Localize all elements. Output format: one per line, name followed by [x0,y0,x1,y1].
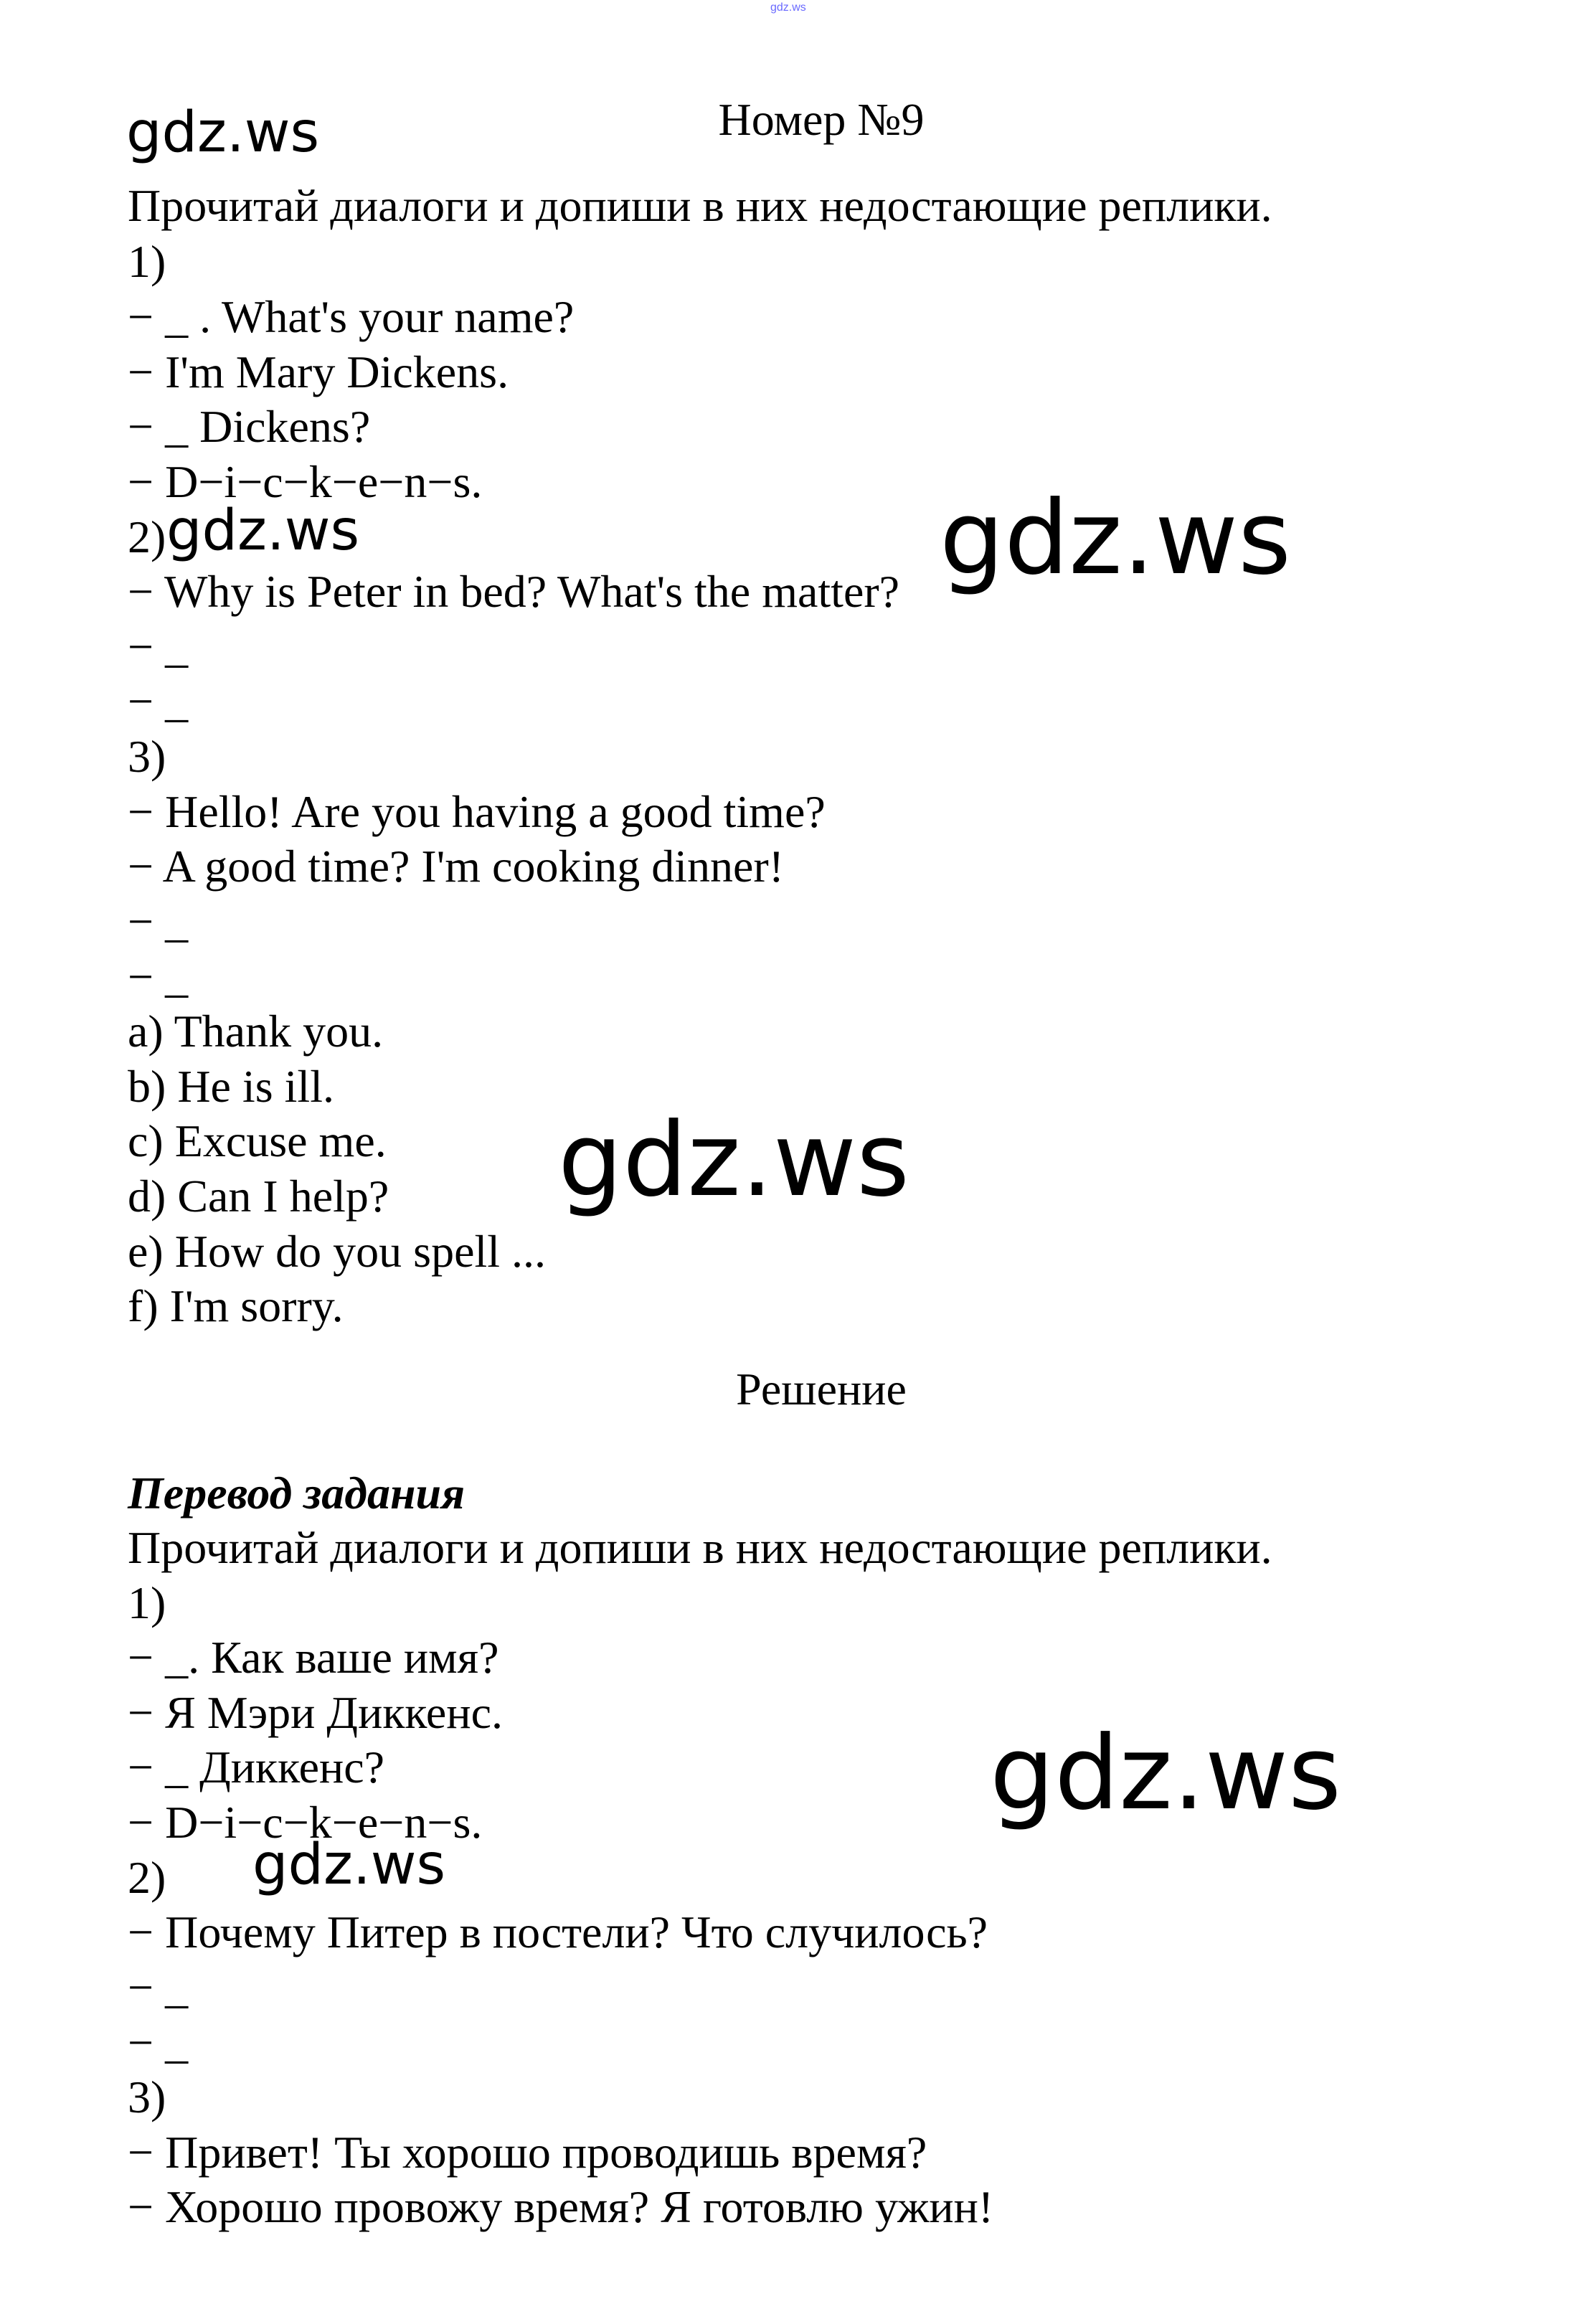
logo-watermark: gdz.ws [990,1714,1342,1833]
dialog-1-line-1: − _ . What's your name? [128,291,575,342]
logo-watermark: gdz.ws [252,1833,446,1897]
option-b: b) He is ill. [128,1061,334,1112]
dialog-1-line-3: − _ Dickens? [128,401,371,452]
translation-dialog-1-line-3: − _ Диккенс? [128,1742,385,1792]
dialog-3-line-4: − _ [128,951,189,1002]
option-f: f) I'm sorry. [128,1280,344,1331]
option-c: c) Excuse me. [128,1115,387,1166]
translation-instruction: Прочитай диалоги и допиши в них недостающие реплики. [128,1522,1272,1573]
translation-dialog-1-label: 1) [128,1577,166,1628]
translation-dialog-3-line-1: − Привет! Ты хорошо проводишь время? [128,2127,927,2178]
top-watermark: gdz.ws [770,1,806,14]
translation-heading: Перевод задания [128,1468,465,1518]
option-a: a) Thank you. [128,1006,384,1057]
dialog-1-line-2: − I'm Mary Dickens. [128,346,509,397]
dialog-2-label: 2) [128,511,166,562]
dialog-3-line-3: − _ [128,896,189,947]
translation-dialog-1-line-1: − _. Как ваше имя? [128,1632,499,1683]
translation-dialog-2-line-2: − _ [128,1962,189,2013]
logo-watermark: gdz.ws [126,100,320,165]
page-title: Номер №9 [718,94,925,145]
translation-dialog-1-line-2: − Я Мэри Диккенс. [128,1687,503,1738]
logo-watermark: gdz.ws [558,1101,910,1219]
translation-dialog-2-line-1: − Почему Питер в постели? Что случилось? [128,1907,988,1957]
dialog-2-line-1: − Why is Peter in bed? What's the matter? [128,566,900,617]
dialog-2-line-2: − _ [128,621,189,672]
dialog-1-label: 1) [128,236,166,287]
translation-dialog-1-line-4: − D−i−c−k−e−n−s. [128,1797,483,1848]
dialog-1-line-4: − D−i−c−k−e−n−s. [128,456,483,507]
translation-dialog-2-label: 2) [128,1852,166,1903]
dialog-2-line-3: − _ [128,676,189,727]
dialog-3-line-2: − A good time? I'm cooking dinner! [128,841,785,892]
translation-dialog-3-line-2: − Хорошо провожу время? Я готовлю ужин! [128,2181,994,2232]
option-d: d) Can I help? [128,1171,389,1222]
translation-dialog-2-line-3: − _ [128,2017,189,2068]
logo-watermark: gdz.ws [166,499,360,563]
option-e: e) How do you spell ... [128,1226,547,1277]
logo-watermark: gdz.ws [940,479,1292,597]
dialog-3-line-1: − Hello! Are you having a good time? [128,786,826,837]
translation-dialog-3-label: 3) [128,2072,166,2122]
task-instruction: Прочитай диалоги и допиши в них недостающие реплики. [128,180,1272,231]
dialog-3-label: 3) [128,731,166,782]
solution-title: Решение [736,1364,907,1414]
